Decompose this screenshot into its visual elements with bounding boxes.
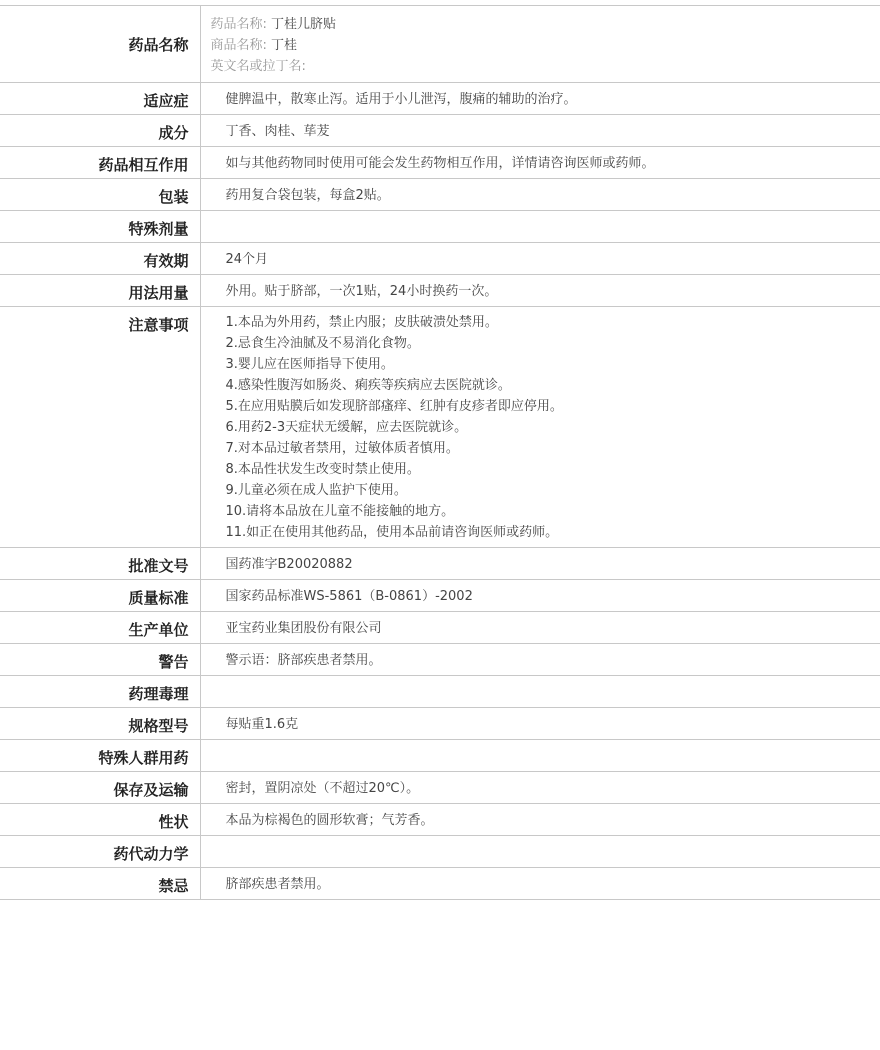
row-maker [0,612,880,644]
value-contraindication: 脐部疾患者禁用。 [225,877,330,892]
label-notes: 注意事项 [0,307,200,548]
label-validity: 有效期 [0,243,200,275]
row-spec [0,708,880,740]
note-item: 4.感染性腹泻如肠炎、痢疾等疾病应去医院就诊。 [225,378,511,393]
value-standard: 国家药品标准WS-5861（B-0861）-2002 [225,589,473,604]
row-standard [0,580,880,612]
value-indication: 健脾温中，散寒止泻。适用于小儿泄泻，腹痛的辅助的治疗。 [225,92,577,107]
value-warning: 警示语：脐部疾患者禁用。 [225,653,382,668]
value-ingredients: 丁香、肉桂、荜茇 [225,124,330,139]
value-appearance: 本品为棕褐色的圆形软膏；气芳香。 [225,813,434,828]
row-indication [0,83,880,115]
label-appearance: 性状 [0,804,200,836]
row-pharmacokinetics [0,836,880,868]
label-approval: 批准文号 [0,548,200,580]
note-item: 2.忌食生冷油腻及不易消化食物。 [225,336,420,351]
label-package: 包装 [0,179,200,211]
note-item: 6.用药2-3天症状无缓解，应去医院就诊。 [225,420,468,435]
label-indication: 适应症 [0,83,200,115]
label-warning: 警告 [0,644,200,676]
value-special-dose [200,211,880,243]
name-line-latin [211,56,873,77]
row-usage [0,275,880,307]
row-contraindication [0,868,880,900]
row-validity [0,243,880,275]
note-item: 1.本品为外用药，禁止内服；皮肤破溃处禁用。 [225,315,498,330]
label-standard: 质量标准 [0,580,200,612]
generic-name-key: 药品名称: [210,17,267,32]
label-contraindication: 禁忌 [0,868,200,900]
label-spec: 规格型号 [0,708,200,740]
row-appearance [0,804,880,836]
value-approval: 国药准字B20020882 [225,557,353,572]
note-item: 9.儿童必须在成人监护下使用。 [225,483,407,498]
label-maker: 生产单位 [0,612,200,644]
value-interaction: 如与其他药物同时使用可能会发生药物相互作用，详情请咨询医师或药师。 [225,156,655,171]
label-special-dose: 特殊剂量 [0,211,200,243]
note-item: 10.请将本品放在儿童不能接触的地方。 [225,504,455,519]
value-toxicology [200,676,880,708]
row-storage [0,772,880,804]
value-drug-names [200,6,880,83]
row-toxicology [0,676,880,708]
row-warning [0,644,880,676]
row-ingredients [0,115,880,147]
row-interaction [0,147,880,179]
value-storage: 密封，置阴凉处（不超过20℃）。 [225,781,420,796]
note-item: 5.在应用贴膜后如发现脐部瘙痒、红肿有皮疹者即应停用。 [225,399,563,414]
value-maker: 亚宝药业集团股份有限公司 [225,621,382,636]
name-line-generic [211,14,873,35]
generic-name-value: 丁桂儿脐贴 [271,17,337,32]
label-toxicology: 药理毒理 [0,676,200,708]
value-spec: 每贴重1.6克 [225,717,299,732]
label-ingredients: 成分 [0,115,200,147]
row-special-dose [0,211,880,243]
row-package [0,179,880,211]
row-approval [0,548,880,580]
label-pharmacokinetics: 药代动力学 [0,836,200,868]
label-drug-name: 药品名称 [0,6,200,83]
note-item: 3.婴儿应在医师指导下使用。 [225,357,394,372]
trade-name-value: 丁桂 [271,38,298,53]
row-notes [0,307,880,548]
latin-name-key: 英文名或拉丁名: [210,59,306,74]
label-interaction: 药品相互作用 [0,147,200,179]
value-usage: 外用。贴于脐部，一次1贴，24小时换药一次。 [225,284,498,299]
row-drug-name [0,6,880,83]
value-package: 药用复合袋包装，每盒2贴。 [225,188,390,203]
note-item: 11.如正在使用其他药品，使用本品前请咨询医师或药师。 [225,525,559,540]
label-special-people: 特殊人群用药 [0,740,200,772]
row-special-people [0,740,880,772]
trade-name-key: 商品名称: [210,38,267,53]
value-pharmacokinetics [200,836,880,868]
value-special-people [200,740,880,772]
value-validity: 24个月 [225,252,269,267]
drug-info-table [0,5,880,900]
name-line-trade [211,35,873,56]
label-usage: 用法用量 [0,275,200,307]
value-notes [200,307,880,548]
note-item: 7.对本品过敏者禁用，过敏体质者慎用。 [225,441,459,456]
label-storage: 保存及运输 [0,772,200,804]
note-item: 8.本品性状发生改变时禁止使用。 [225,462,420,477]
